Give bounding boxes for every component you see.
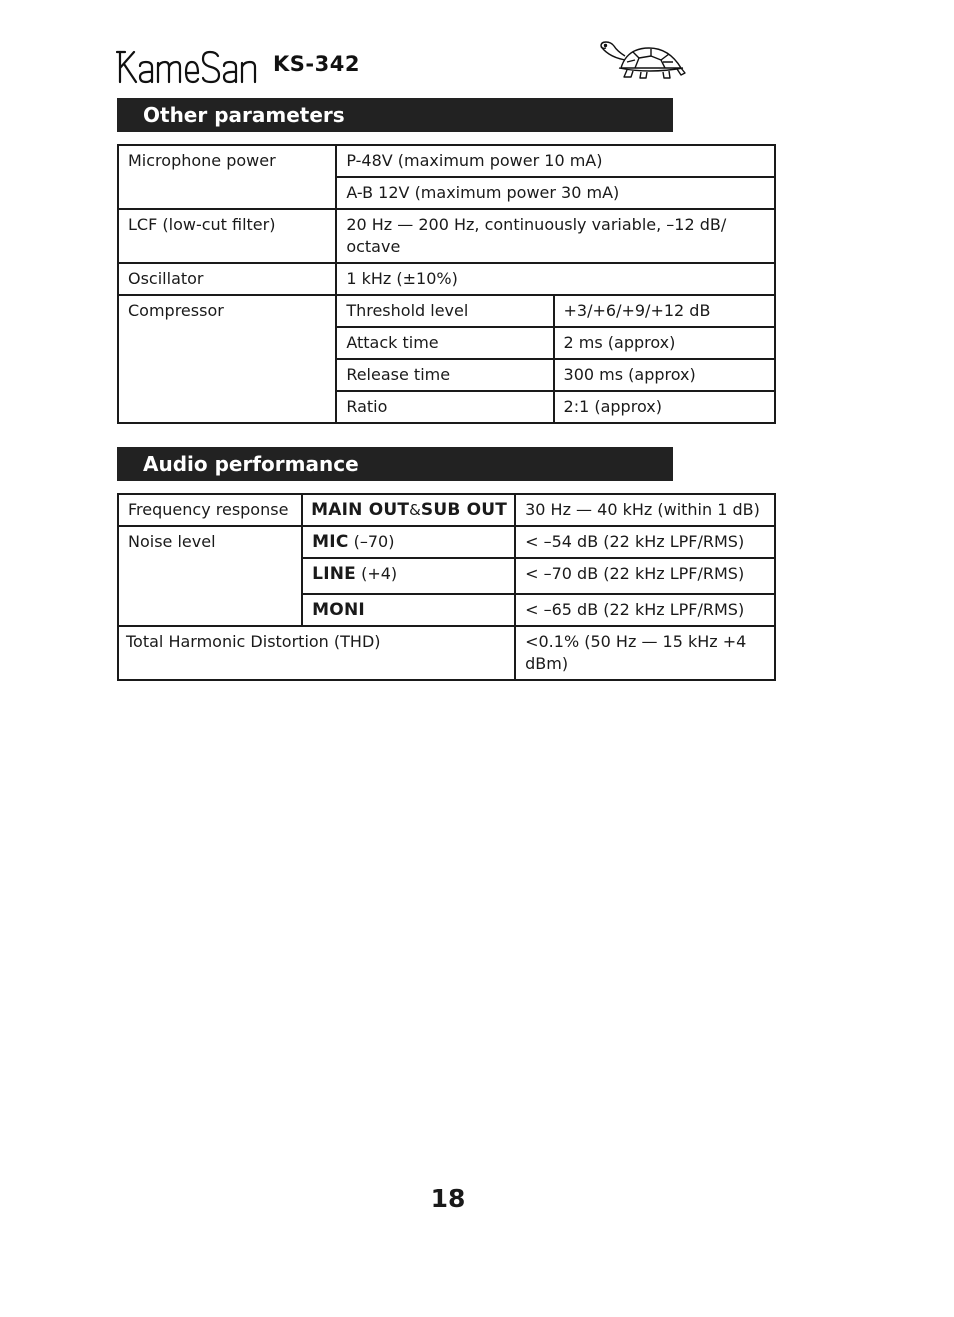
input-name: MIC bbox=[312, 532, 349, 552]
table-row bbox=[118, 209, 775, 263]
compressor-value: 300 ms (approx) bbox=[554, 359, 775, 391]
thd-label: Total Harmonic Distortion (THD) bbox=[118, 626, 515, 680]
noise-value: < –65 dB (22 kHz LPF/RMS) bbox=[515, 594, 775, 626]
microphone-power-ab12v: A-B 12V (maximum power 30 mA) bbox=[336, 177, 775, 209]
compressor-value: 2 ms (approx) bbox=[554, 327, 775, 359]
sub-out-label: SUB OUT bbox=[420, 500, 508, 520]
noise-value: < –70 dB (22 kHz LPF/RMS) bbox=[515, 558, 775, 594]
page-number: 18 bbox=[430, 1184, 466, 1213]
compressor-value: 2:1 (approx) bbox=[554, 391, 775, 423]
main-out-label: MAIN OUT bbox=[311, 500, 410, 520]
input-name: MONI bbox=[312, 600, 365, 620]
table-row bbox=[118, 145, 775, 177]
input-name: LINE bbox=[312, 564, 356, 584]
noise-input-line bbox=[302, 558, 515, 594]
lcf-value: 20 Hz — 200 Hz, continuously variable, –12 dB/ octave bbox=[336, 209, 775, 263]
compressor-param: Release time bbox=[336, 359, 553, 391]
frequency-response-value: 30 Hz — 40 kHz (within 1 dB) bbox=[515, 494, 775, 526]
table-row bbox=[118, 494, 775, 526]
audio-performance-table bbox=[117, 493, 776, 681]
noise-value: < –54 dB (22 kHz LPF/RMS) bbox=[515, 526, 775, 558]
noise-input-moni bbox=[302, 594, 515, 626]
section-title-audio-performance: Audio performance bbox=[117, 447, 673, 481]
table-row bbox=[118, 626, 775, 680]
input-level: (–70) bbox=[353, 532, 395, 551]
microphone-power-label: Microphone power bbox=[118, 145, 336, 209]
frequency-response-label: Frequency response bbox=[118, 494, 302, 526]
compressor-param: Threshold level bbox=[336, 295, 553, 327]
noise-input-mic bbox=[302, 526, 515, 558]
thd-value: <0.1% (50 Hz — 15 kHz +4 dBm) bbox=[515, 626, 775, 680]
lcf-label: LCF (low-cut filter) bbox=[118, 209, 336, 263]
table-row bbox=[118, 263, 775, 295]
compressor-param: Ratio bbox=[336, 391, 553, 423]
input-level: (+4) bbox=[361, 564, 398, 583]
kamesan-logo bbox=[116, 46, 264, 88]
microphone-power-p48v: P-48V (maximum power 10 mA) bbox=[336, 145, 775, 177]
section-title-other-parameters: Other parameters bbox=[117, 98, 673, 132]
table-row bbox=[118, 295, 775, 327]
oscillator-value: 1 kHz (±10%) bbox=[336, 263, 775, 295]
compressor-param: Attack time bbox=[336, 327, 553, 359]
model-name: KS-342 bbox=[273, 52, 360, 76]
oscillator-label: Oscillator bbox=[118, 263, 336, 295]
other-parameters-table bbox=[117, 144, 776, 424]
compressor-label: Compressor bbox=[118, 295, 336, 423]
compressor-value: +3/+6/+9/+12 dB bbox=[554, 295, 775, 327]
turtle-icon bbox=[597, 38, 687, 80]
frequency-response-outputs bbox=[302, 494, 515, 526]
table-row bbox=[118, 526, 775, 558]
noise-level-label: Noise level bbox=[118, 526, 302, 626]
ampersand: & bbox=[409, 501, 421, 519]
